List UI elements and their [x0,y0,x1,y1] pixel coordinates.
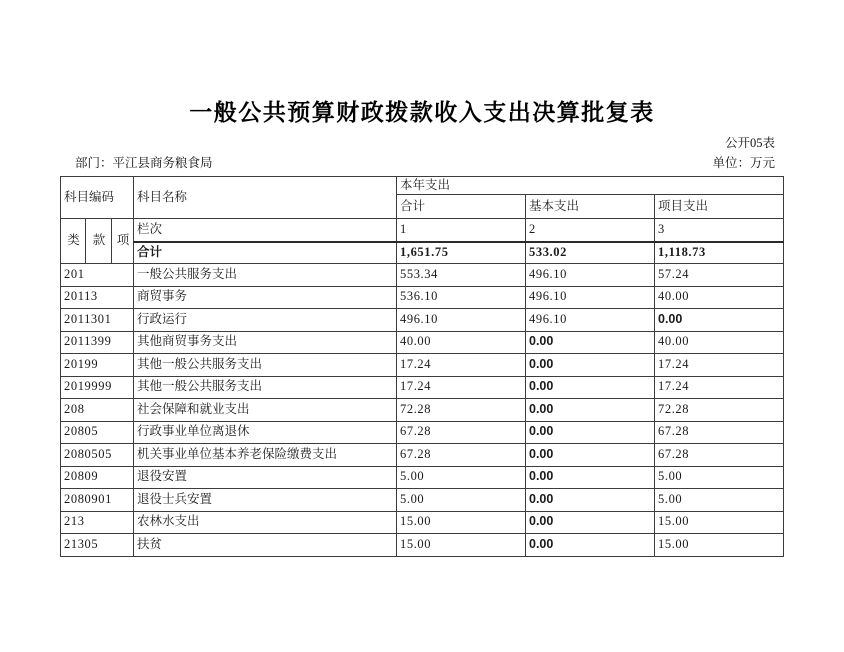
basic-expenditure-cell: 0.00 [526,466,655,489]
table-row [61,421,784,444]
basic-expenditure-cell: 0.00 [526,444,655,467]
basic-expenditure-cell: 496.10 [526,264,655,287]
meta-row [75,153,775,171]
subject-code-cell: 21305 [61,534,134,557]
project-expenditure-cell: 0.00 [655,309,784,332]
total-cell: 553.34 [397,264,526,287]
table-row [61,511,784,534]
column-index-1: 1 [397,219,526,242]
totals-project-cell: 1,118.73 [655,242,784,264]
table-row [61,399,784,422]
total-header: 合计 [397,195,526,219]
subject-code-cell: 2011399 [61,331,134,354]
total-cell: 67.28 [397,444,526,467]
column-index-row [61,219,784,242]
project-expenditure-cell: 17.24 [655,354,784,377]
basic-expenditure-cell: 0.00 [526,331,655,354]
table-row [61,309,784,332]
table-row [61,331,784,354]
column-index-3: 3 [655,219,784,242]
table-body [61,177,784,557]
basic-expenditure-cell: 0.00 [526,421,655,444]
total-cell: 15.00 [397,511,526,534]
form-number-label: 公开05表 [724,136,775,150]
subject-name-cell: 扶贫 [134,534,397,557]
table-row [61,376,784,399]
totals-total-cell: 1,651.75 [397,242,526,264]
subject-code-cell: 2080505 [61,444,134,467]
table-row [61,444,784,467]
basic-expenditure-cell: 496.10 [526,309,655,332]
table-row [61,286,784,309]
column-index-label: 栏次 [134,219,397,242]
basic-expenditure-cell: 0.00 [526,399,655,422]
section-header: 款 [86,219,112,264]
total-cell: 67.28 [397,421,526,444]
subject-name-cell: 社会保障和就业支出 [134,399,397,422]
department-label: 部门：平江县商务粮食局 [75,156,213,170]
total-cell: 40.00 [397,331,526,354]
basic-expenditure-cell: 0.00 [526,376,655,399]
subject-name-cell: 机关事业单位基本养老保险缴费支出 [134,444,397,467]
subject-code-cell: 2019999 [61,376,134,399]
subject-name-cell: 农林水支出 [134,511,397,534]
project-expenditure-cell: 40.00 [655,286,784,309]
table-row [61,264,784,287]
category-header: 类 [61,219,86,264]
subject-name-cell: 退役安置 [134,466,397,489]
page-title: 一般公共预算财政拨款收入支出决算批复表 [189,99,655,125]
subject-code-cell: 2080901 [61,489,134,512]
basic-expenditure-cell: 0.00 [526,511,655,534]
project-expenditure-cell: 5.00 [655,489,784,512]
project-expenditure-cell: 72.28 [655,399,784,422]
item-header: 项 [112,219,134,264]
header-row-1 [61,177,784,195]
subject-code-header: 科目编码 [61,177,134,219]
unit-label: 单位：万元 [712,156,775,170]
subject-name-cell: 其他一般公共服务支出 [134,376,397,399]
totals-label: 合计 [134,242,397,264]
project-expenditure-cell: 57.24 [655,264,784,287]
subject-code-cell: 208 [61,399,134,422]
budget-table [60,176,784,557]
totals-row [61,242,784,264]
basic-expenditure-cell: 0.00 [526,354,655,377]
subject-name-header: 科目名称 [134,177,397,219]
subject-code-cell: 213 [61,511,134,534]
project-expenditure-cell: 67.28 [655,444,784,467]
subject-name-cell: 退役士兵安置 [134,489,397,512]
total-cell: 536.10 [397,286,526,309]
project-expenditure-cell: 15.00 [655,534,784,557]
total-cell: 17.24 [397,376,526,399]
project-expenditure-cell: 15.00 [655,511,784,534]
basic-expenditure-cell: 496.10 [526,286,655,309]
total-cell: 17.24 [397,354,526,377]
total-cell: 5.00 [397,466,526,489]
subject-code-cell: 20199 [61,354,134,377]
subject-code-cell: 2011301 [61,309,134,332]
current-year-expenditure-header: 本年支出 [397,177,784,195]
subject-name-cell: 一般公共服务支出 [134,264,397,287]
total-cell: 72.28 [397,399,526,422]
table-row [61,354,784,377]
table-row [61,534,784,557]
subject-code-cell: 201 [61,264,134,287]
totals-basic-cell: 533.02 [526,242,655,264]
total-cell: 15.00 [397,534,526,557]
subject-name-cell: 行政运行 [134,309,397,332]
subject-name-cell: 商贸事务 [134,286,397,309]
project-expenditure-cell: 67.28 [655,421,784,444]
subject-code-cell: 20805 [61,421,134,444]
subject-name-cell: 其他商贸事务支出 [134,331,397,354]
project-expenditure-header: 项目支出 [655,195,784,219]
subject-code-cell: 20809 [61,466,134,489]
project-expenditure-cell: 5.00 [655,466,784,489]
total-cell: 5.00 [397,489,526,512]
subject-name-cell: 行政事业单位离退休 [134,421,397,444]
column-index-2: 2 [526,219,655,242]
project-expenditure-cell: 40.00 [655,331,784,354]
table-row [61,466,784,489]
basic-expenditure-cell: 0.00 [526,534,655,557]
basic-expenditure-cell: 0.00 [526,489,655,512]
subject-name-cell: 其他一般公共服务支出 [134,354,397,377]
project-expenditure-cell: 17.24 [655,376,784,399]
table-row [61,489,784,512]
total-cell: 496.10 [397,309,526,332]
subject-code-cell: 20113 [61,286,134,309]
basic-expenditure-header: 基本支出 [526,195,655,219]
